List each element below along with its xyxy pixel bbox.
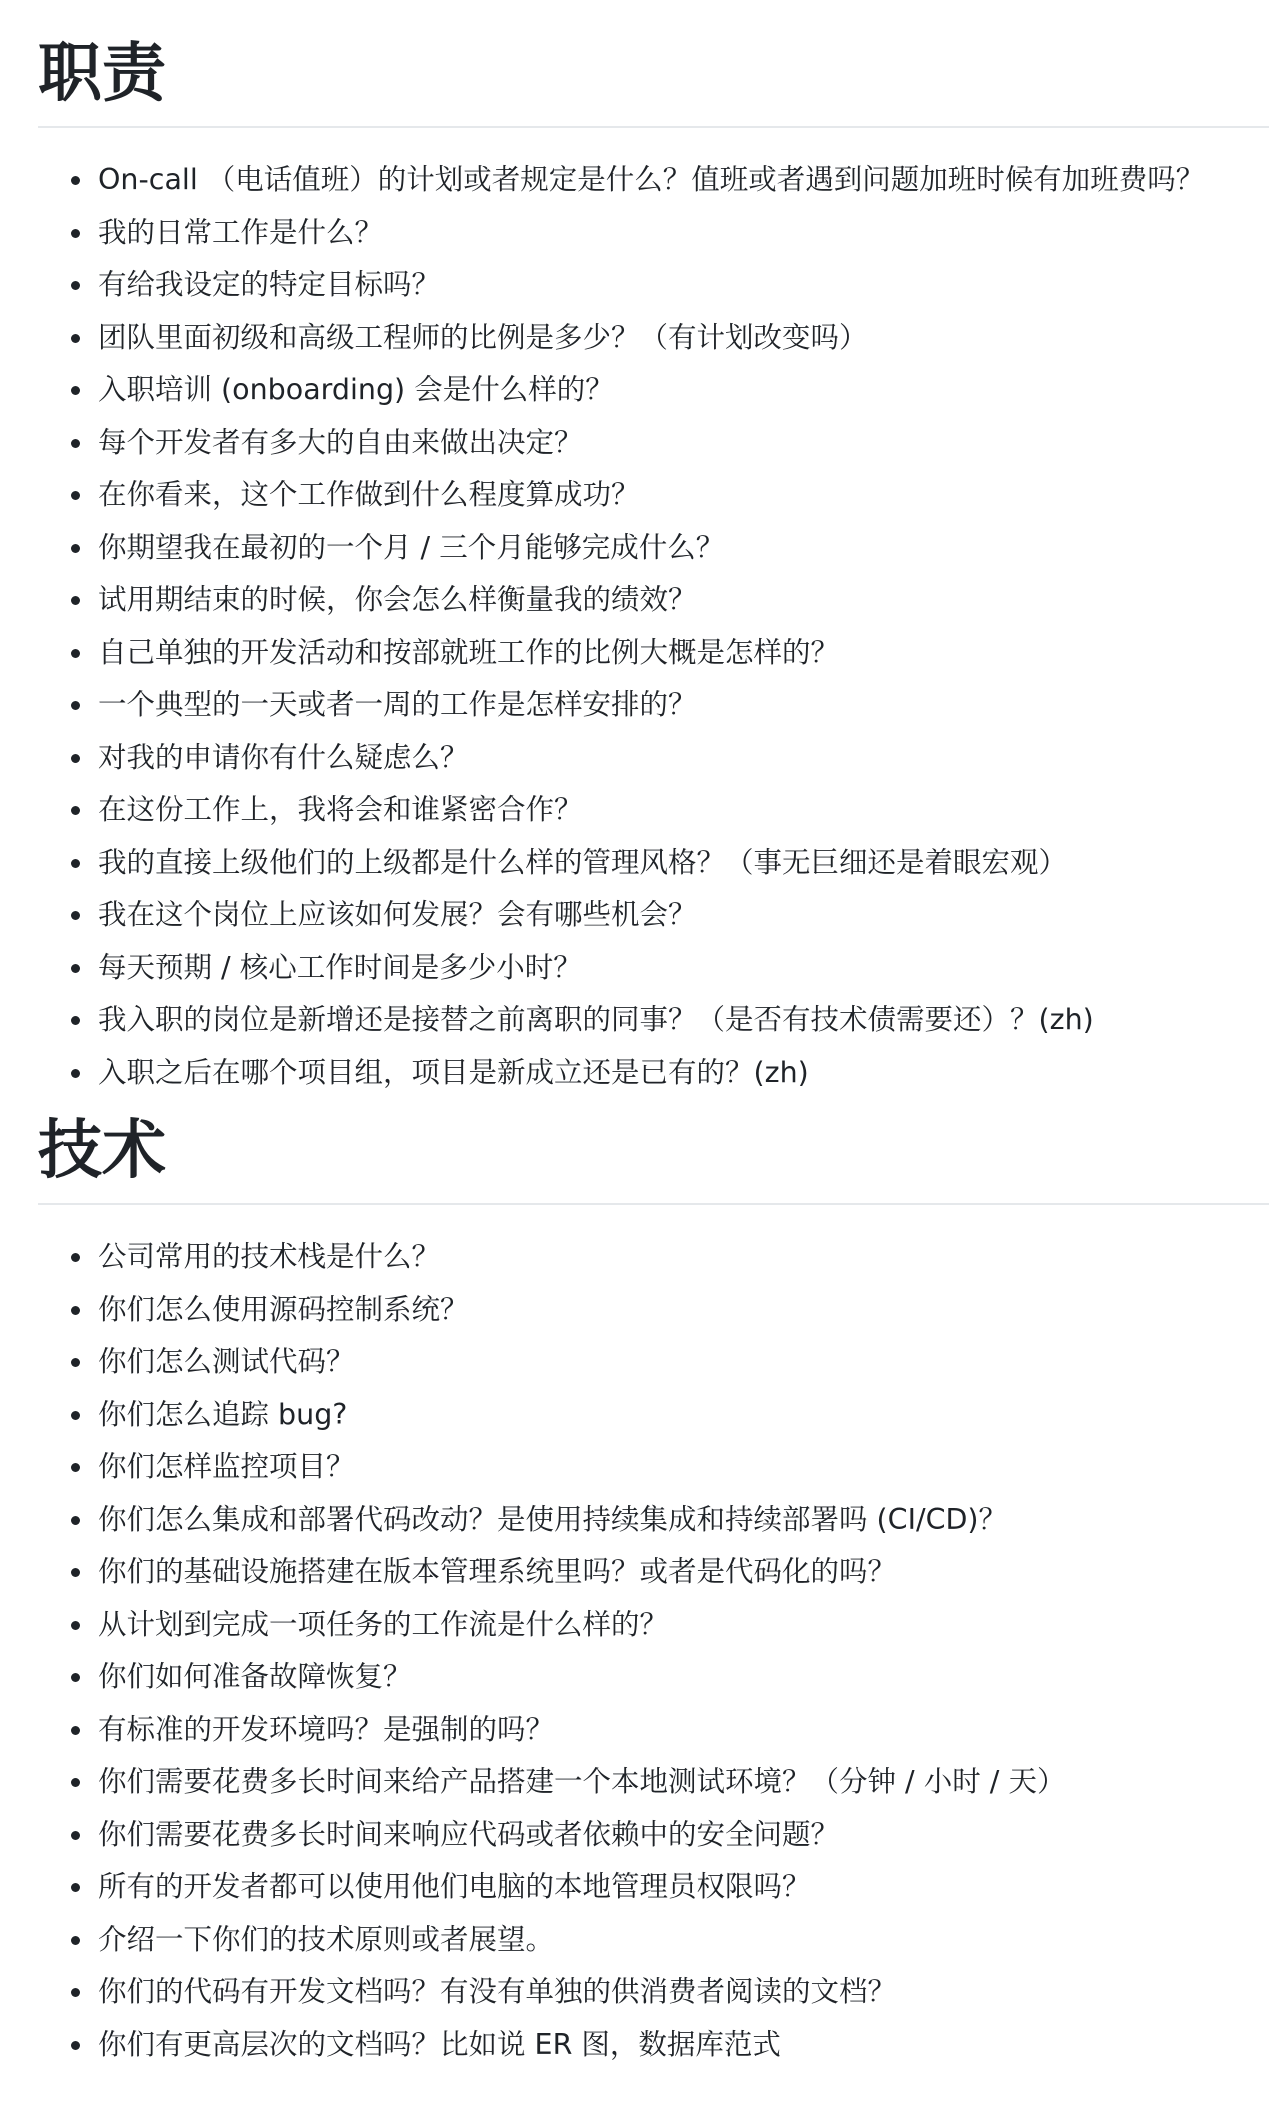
bullet-icon <box>71 176 80 185</box>
list-item-text: 所有的开发者都可以使用他们电脑的本地管理员权限吗？ <box>98 1870 811 1903</box>
bullet-icon <box>71 1253 80 1262</box>
bullet-icon <box>71 1069 80 1078</box>
bullet-icon <box>71 701 80 710</box>
list-item <box>38 207 1269 260</box>
list-item <box>38 1756 1269 1809</box>
bullet-icon <box>71 859 80 868</box>
list-item-text: 团队里面初级和高级工程师的比例是多少？（有计划改变吗） <box>98 320 868 354</box>
list-item-text: 公司常用的技术栈是什么？ <box>98 1240 441 1273</box>
list-item <box>38 732 1269 785</box>
bullet-icon <box>71 596 80 605</box>
bullet-icon <box>71 229 80 238</box>
tech-list <box>38 1205 1269 2071</box>
bullet-icon <box>71 1016 80 1025</box>
list-item <box>38 259 1269 312</box>
bullet-icon <box>71 281 80 290</box>
list-item <box>38 1389 1269 1442</box>
list-item <box>38 1914 1269 1967</box>
bullet-icon <box>71 1936 80 1945</box>
list-item-text: 我的直接上级他们的上级都是什么样的管理风格？（事无巨细还是着眼宏观） <box>98 845 1068 879</box>
bullet-icon <box>71 1516 80 1525</box>
list-item <box>38 1704 1269 1757</box>
bullet-icon <box>71 1358 80 1367</box>
list-item-text: On-call （电话值班）的计划或者规定是什么？值班或者遇到问题加班时候有加班费吗？ <box>98 163 1205 196</box>
list-item-text: 你们需要花费多长时间来响应代码或者依赖中的安全问题？ <box>98 1817 840 1851</box>
list-item-text: 介绍一下你们的技术原则或者展望。 <box>98 1922 555 1956</box>
list-item-text: 每个开发者有多大的自由来做出决定？ <box>98 425 583 459</box>
bullet-icon <box>71 1831 80 1840</box>
bullet-icon <box>71 544 80 553</box>
list-item-text: 自己单独的开发活动和按部就班工作的比例大概是怎样的？ <box>98 635 840 669</box>
list-item <box>38 1599 1269 1652</box>
bullet-icon <box>71 1883 80 1892</box>
list-item <box>38 1494 1269 1547</box>
bullet-icon <box>71 1568 80 1577</box>
bullet-icon <box>71 1306 80 1315</box>
list-item-text: 你们需要花费多长时间来给产品搭建一个本地测试环境？（分钟 / 小时 / 天） <box>98 1765 1066 1798</box>
list-item-text: 每天预期 / 核心工作时间是多少小时？ <box>98 950 582 984</box>
list-item-text: 有给我设定的特定目标吗？ <box>98 268 441 301</box>
list-item <box>38 1336 1269 1389</box>
section-tech <box>0 1099 1269 2071</box>
list-item <box>38 364 1269 417</box>
list-item-text: 在这份工作上，我将会和谁紧密合作？ <box>98 793 583 826</box>
bullet-icon <box>71 1778 80 1787</box>
list-item <box>38 522 1269 575</box>
list-item-text: 你们的代码有开发文档吗？有没有单独的供消费者阅读的文档？ <box>98 1975 897 2008</box>
list-item <box>38 679 1269 732</box>
list-item <box>38 1231 1269 1284</box>
list-item <box>38 1966 1269 2019</box>
list-item-text: 有标准的开发环境吗？是强制的吗？ <box>98 1712 555 1746</box>
list-item <box>38 312 1269 365</box>
list-item <box>38 889 1269 942</box>
list-item <box>38 469 1269 522</box>
list-item <box>38 1284 1269 1337</box>
list-item-text: 你们怎么追踪 bug? <box>98 1397 348 1431</box>
bullet-icon <box>71 2041 80 2050</box>
list-item <box>38 417 1269 470</box>
list-item <box>38 942 1269 995</box>
bullet-icon <box>71 386 80 395</box>
bullet-icon <box>71 911 80 920</box>
section-heading-responsibilities: 职责 <box>38 36 1269 128</box>
bullet-icon <box>71 806 80 815</box>
section-heading-tech: 技术 <box>38 1113 1269 1205</box>
list-item-text: 你们怎么测试代码？ <box>98 1345 355 1378</box>
bullet-icon <box>71 964 80 973</box>
list-item-text: 你们如何准备故障恢复？ <box>98 1660 412 1693</box>
list-item-text: 在你看来，这个工作做到什么程度算成功？ <box>98 478 640 511</box>
list-item <box>38 1441 1269 1494</box>
list-item <box>38 1809 1269 1862</box>
responsibilities-list <box>38 128 1269 1099</box>
list-item <box>38 1861 1269 1914</box>
list-item-text: 我入职的岗位是新增还是接替之前离职的同事？（是否有技术债需要还）？(zh) <box>98 1003 1094 1036</box>
bullet-icon <box>71 491 80 500</box>
list-item-text: 试用期结束的时候，你会怎么样衡量我的绩效？ <box>98 583 697 616</box>
list-item-text: 你期望我在最初的一个月 / 三个月能够完成什么？ <box>98 530 725 564</box>
bullet-icon <box>71 649 80 658</box>
bullet-icon <box>71 1463 80 1472</box>
list-item-text: 入职之后在哪个项目组，项目是新成立还是已有的？(zh) <box>98 1055 809 1089</box>
list-item <box>38 2019 1269 2072</box>
list-item <box>38 1651 1269 1704</box>
bullet-icon <box>71 439 80 448</box>
list-item <box>38 154 1269 207</box>
list-item-text: 入职培训 (onboarding) 会是什么样的？ <box>98 373 614 406</box>
list-item-text: 对我的申请你有什么疑虑么？ <box>98 740 469 774</box>
bullet-icon <box>71 1673 80 1682</box>
list-item-text: 我的日常工作是什么？ <box>98 215 384 249</box>
list-item <box>38 837 1269 890</box>
list-item <box>38 1546 1269 1599</box>
list-item-text: 你们怎么集成和部署代码改动？是使用持续集成和持续部署吗 (CI/CD)？ <box>98 1502 1008 1536</box>
bullet-icon <box>71 334 80 343</box>
bullet-icon <box>71 1988 80 1997</box>
list-item-text: 一个典型的一天或者一周的工作是怎样安排的？ <box>98 688 697 721</box>
bullet-icon <box>71 1726 80 1735</box>
list-item-text: 我在这个岗位上应该如何发展？会有哪些机会？ <box>98 898 697 931</box>
list-item <box>38 994 1269 1047</box>
list-item-text: 你们有更高层次的文档吗？比如说 ER 图，数据库范式 <box>98 2027 781 2061</box>
bullet-icon <box>71 754 80 763</box>
list-item <box>38 627 1269 680</box>
list-item-text: 从计划到完成一项任务的工作流是什么样的？ <box>98 1607 669 1641</box>
list-item <box>38 1047 1269 1100</box>
list-item-text: 你们怎么使用源码控制系统？ <box>98 1292 469 1326</box>
list-item-text: 你们的基础设施搭建在版本管理系统里吗？或者是代码化的吗？ <box>98 1555 897 1588</box>
list-item <box>38 784 1269 837</box>
list-item <box>38 574 1269 627</box>
bullet-icon <box>71 1411 80 1420</box>
list-item-text: 你们怎样监控项目？ <box>98 1450 355 1483</box>
bullet-icon <box>71 1621 80 1630</box>
